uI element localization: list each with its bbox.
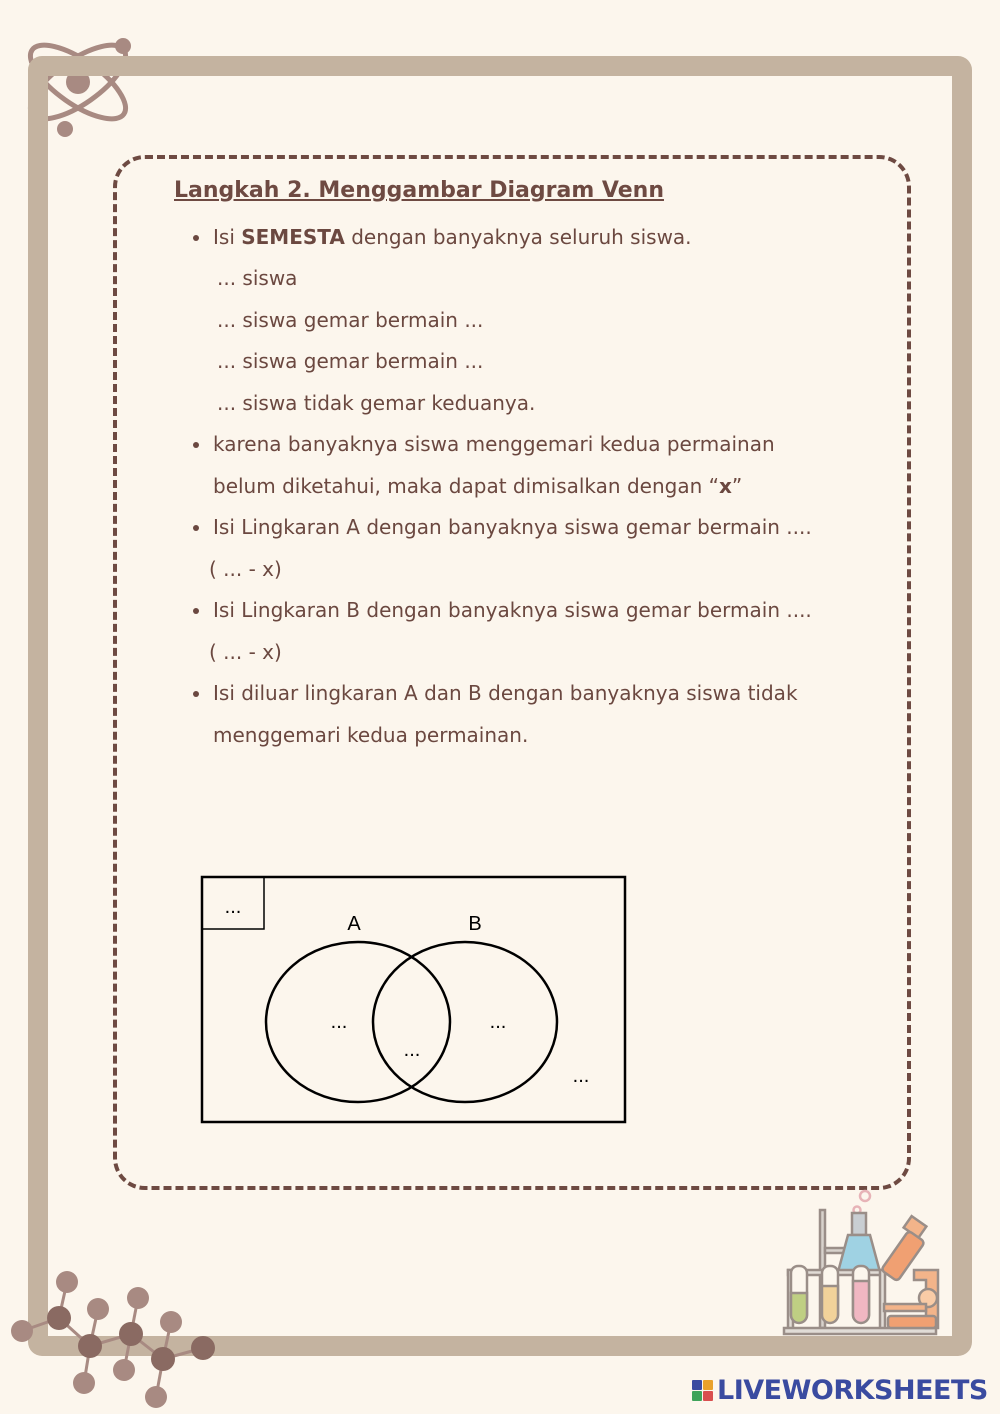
circle-b-instruction: Isi Lingkaran B dengan banyaknya siswa gemar bermain ....: [213, 598, 812, 622]
page-title: Langkah 2. Menggambar Diagram Venn: [174, 178, 664, 203]
x-explanation-line2: belum diketahui, maka dapat dimisalkan dengan “x”: [213, 474, 743, 498]
logo-mark-icon: [692, 1380, 713, 1401]
circle-a: [266, 942, 450, 1102]
a-only-value: ...: [330, 1011, 348, 1033]
outside-value: ...: [572, 1065, 590, 1087]
outside-instruction-line2: menggemari kedua permainan.: [213, 723, 529, 747]
universe-label: ...: [224, 896, 242, 918]
b-only-value: ...: [489, 1011, 507, 1033]
sub-item-neither: ... siswa tidak gemar keduanya.: [217, 391, 536, 415]
molecule-icon: [5, 1268, 225, 1414]
brand-name: LIVEWORKSHEETS: [717, 1374, 988, 1406]
set-a-label: A: [347, 913, 361, 935]
sub-item-total: ... siswa: [217, 266, 298, 290]
circle-b-formula: ( ... - x): [209, 640, 282, 664]
bullet-dot: [193, 691, 199, 697]
bullet-dot: [193, 442, 199, 448]
venn-diagram: [200, 875, 628, 1125]
circle-a-formula: ( ... - x): [209, 557, 282, 581]
bullet-dot: [193, 608, 199, 614]
bullet-dot: [193, 525, 199, 531]
sub-item-b: ... siswa gemar bermain ...: [217, 349, 484, 373]
liveworksheets-logo: [692, 1373, 988, 1407]
x-explanation-line1: karena banyaknya siswa menggemari kedua permainan: [213, 432, 775, 456]
intersection-value: ...: [403, 1039, 421, 1061]
circle-a-instruction: Isi Lingkaran A dengan banyaknya siswa gemar bermain ....: [213, 515, 812, 539]
set-b-label: B: [468, 913, 482, 935]
lab-equipment-illustration: [780, 1188, 945, 1338]
bullet-dot: [193, 235, 199, 241]
circle-b: [373, 942, 557, 1102]
semesta-instruction: Isi SEMESTA dengan banyaknya seluruh siswa.: [213, 225, 692, 249]
outside-instruction-line1: Isi diluar lingkaran A dan B dengan banyaknya siswa tidak: [213, 681, 798, 705]
sub-item-a: ... siswa gemar bermain ...: [217, 308, 484, 332]
